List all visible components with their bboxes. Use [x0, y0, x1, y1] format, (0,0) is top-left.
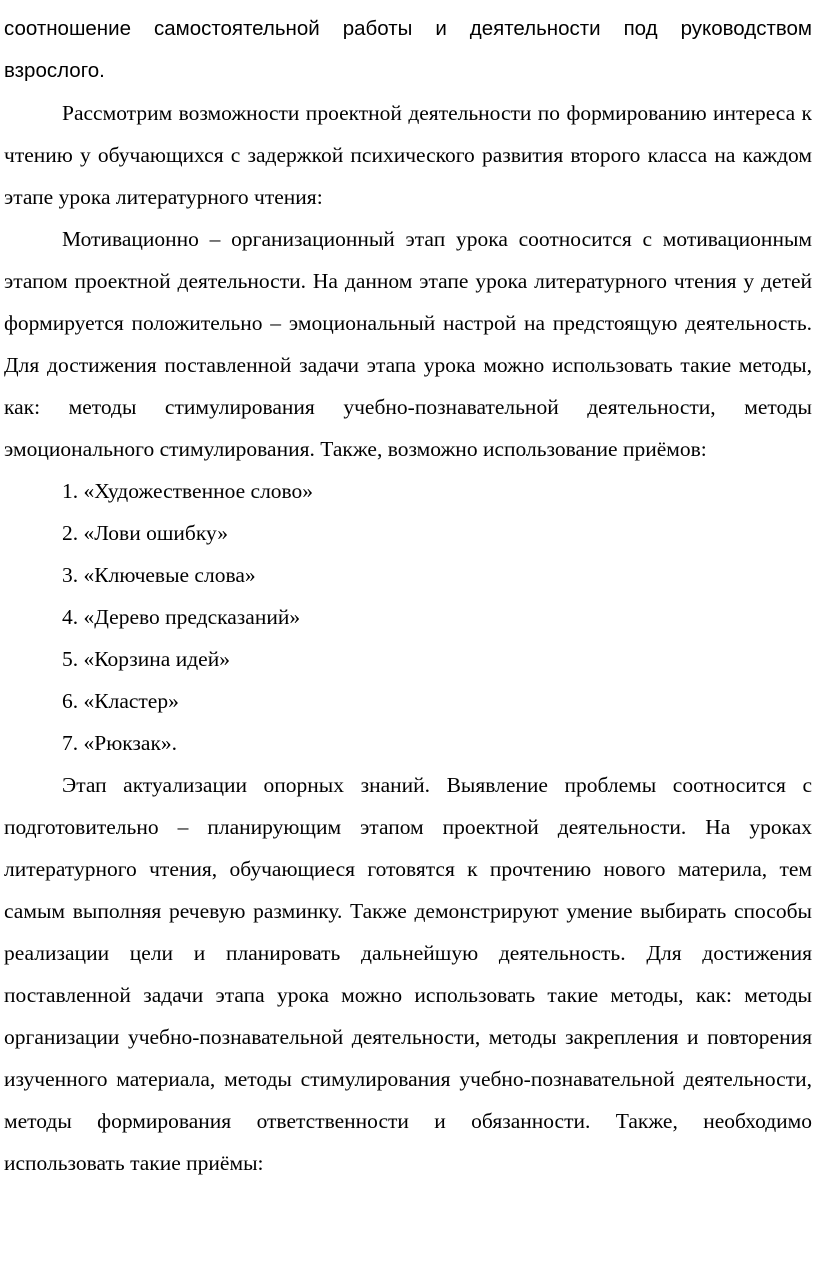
techniques-list	[4, 470, 812, 764]
list-item: 4. «Дерево предсказаний»	[62, 605, 301, 629]
paragraph-knowledge-stage: Этап актуализации опорных знаний. Выявление проблемы соотносится с подготовительно – планирующим этапом проектной деятельности. На уроках литературного чтения, обучающиеся готовятся к прочтению нового материла, тем самым выполняя речевую разминку. Также демонстрируют умение выбирать способы реализации цели и планировать дальнейшую деятельность. Для достижения поставленной задачи этапа урока можно использовать такие методы, как: методы организации учебно-познавательной деятельности, методы закрепления и повторения изученного материала, методы стимулирования учебно-познавательной деятельности, методы формирования ответственности и обязанности. Также, необходимо использовать такие приёмы:	[4, 773, 812, 1175]
list-item: 3. «Ключевые слова»	[62, 563, 256, 587]
paragraph-intro: Рассмотрим возможности проектной деятельности по формированию интереса к чтению у обучающихся с задержкой психического развития второго класса на каждом этапе урока литературного чтения:	[4, 101, 812, 209]
paragraph-motivational-stage: Мотивационно – организационный этап урока соотносится с мотивационным этапом проектной деятельности. На данном этапе урока литературного чтения у детей формируется положительно – эмоциональный настрой на предстоящую деятельность. Для достижения поставленной задачи этапа урока можно использовать такие методы, как: методы стимулирования учебно-познавательной деятельности, методы эмоционального стимулирования. Также, возможно использование приёмов:	[4, 227, 812, 461]
list-item: 5. «Корзина идей»	[62, 647, 230, 671]
list-item: 6. «Кластер»	[62, 689, 179, 713]
list-item: 2. «Лови ошибку»	[62, 521, 229, 545]
paragraph-continued-end: взрослого.	[4, 59, 105, 82]
paragraph-continued-line: соотношение самостоятельной работы и деятельности под руководством	[4, 17, 812, 40]
list-item: 7. «Рюкзак».	[62, 731, 178, 755]
list-item: 1. «Художественное слово»	[62, 479, 314, 503]
